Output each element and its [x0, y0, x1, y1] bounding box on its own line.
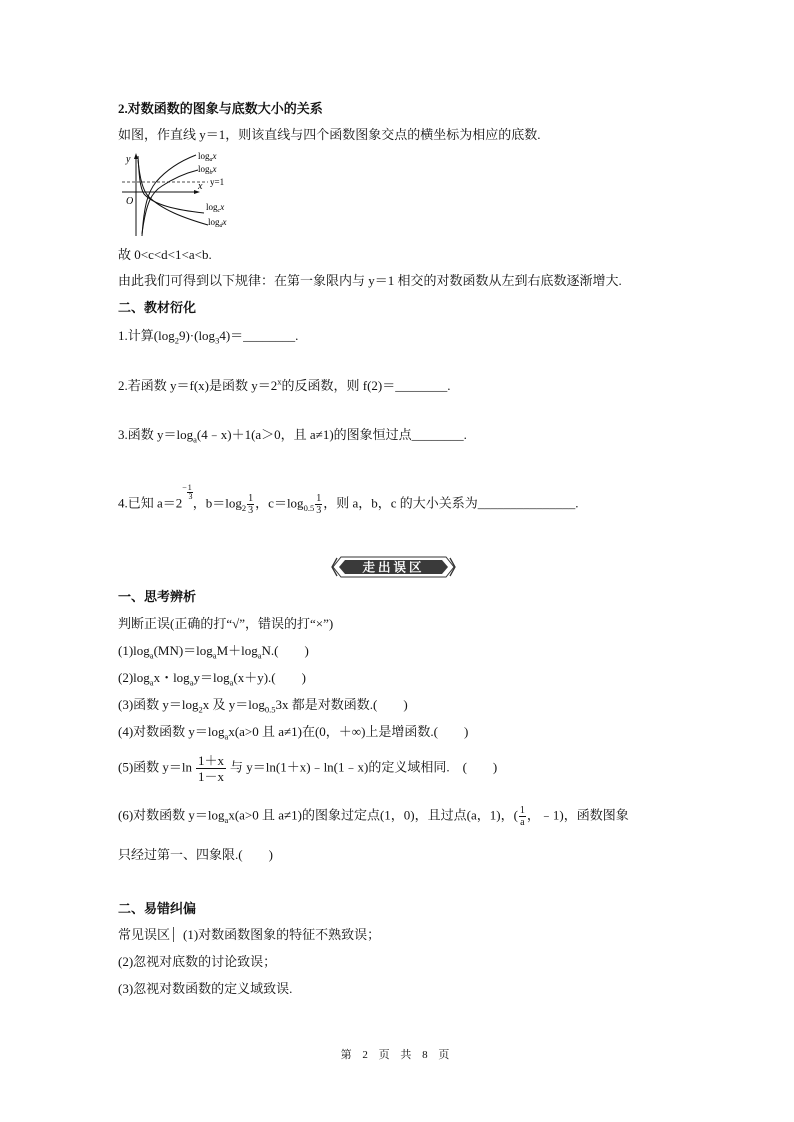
exercise-3: 3.函数 $y=\log_a(4﹣x)+1(a>0$，且 a≠1)的图象恒过点________. — [118, 427, 467, 445]
judgement-item-6-continued: 只经过第一、四象限.( ) — [118, 847, 273, 862]
exercise-2: 2.若函数 y＝f(x)是函数 $y=2^x$的反函数，则 f(2)＝________. — [118, 376, 451, 393]
errors-heading: 二、易错纠偏 — [118, 901, 197, 916]
judgement-item-4: (4)对数函数 $y=\log_ax(a>0$ 且 a≠1)在(0，＋∞)上是增函数.( ) — [118, 724, 469, 742]
base-rule: 由此我们可得到以下规律：在第一象限内与 y＝1 相交的对数函数从左到右底数逐渐增大. — [118, 273, 622, 288]
section-intro: 如图，作直线 y＝1，则该直线与四个函数图象交点的横坐标为相应的底数. — [118, 127, 541, 142]
curve-label-log-a: $\log_ax$ — [198, 151, 217, 163]
y-arrow — [134, 153, 138, 159]
section-heading: 2.对数函数的图象与底数大小的关系 — [118, 101, 323, 116]
thinking-heading: 一、思考辨析 — [118, 589, 197, 604]
x-axis-label: x — [198, 181, 203, 192]
curve-log-a — [142, 155, 196, 236]
textbook-heading: 二、教材衍化 — [118, 300, 197, 315]
ln-fraction: $\frac{1+x}{1-x}$ — [198, 753, 225, 784]
base-conclusion: 故 0<c<d<1<a<b. — [118, 247, 212, 262]
errors-item-3: (3)忽视对数函数的定义域致误. — [118, 981, 293, 996]
exercise-4: 4.已知 a＝2−1 3 ，$b=\log_2$ $\frac{1}{3}$ ，$c=\log_{0.5}$ $\frac{1}{3}$ ，则 a，b，c 的大小关系为_______________. — [118, 483, 579, 516]
exercise-1: 1.计算$(\log_29)\cdot(\log_34)=\_\_\_\_\_\_\_\_$. — [118, 328, 299, 346]
curve-label-log-b: $\log_bx$ — [198, 164, 217, 176]
judgement-item-3: (3)函数 $y=\log_2x$ 及 $y=\log_{0.5}3x$ 都是对数函数.( ) — [118, 697, 408, 715]
origin-label: O — [126, 196, 134, 207]
log-graph — [118, 150, 258, 240]
b-fraction: $\frac{1}{3}$ — [248, 493, 254, 516]
judgement-item-2: $(2)\log_ax$・$\log_ay=\log_a(x+y)$.( ) — [118, 670, 306, 688]
judgement-item-1: $(1)\log_a(MN)=\log_aM+\log_aN$.( ) — [118, 643, 309, 661]
curve-label-log-c: $\log_cx$ — [206, 202, 225, 214]
curve-label-log-d: $\log_dx$ — [208, 217, 227, 229]
common-mistakes-tag: 常见误区 — [118, 927, 174, 942]
judgement-item-6: (6)对数函数 $y=\log_ax(a>0$ 且 a≠1)的图象过定点(1，0)，且过点(a，1)，( $\frac{1}{a}$ ，﹣1)，函数图象 — [118, 805, 629, 828]
judgement-item-5: (5)函数 y＝ln $\frac{1+x}{1-x}$ 与 y＝ln(1＋x)﹣ln(1﹣x)的定义域相同. ( ) — [118, 753, 498, 784]
reciprocal-fraction: $\frac{1}{a}$ — [519, 805, 525, 828]
section-banner — [331, 555, 456, 579]
errors-item-1: 常见误区 (1)对数函数图象的特征不熟致误； — [118, 927, 381, 942]
curve-log-b — [142, 170, 198, 234]
y-axis-label: y — [126, 154, 131, 165]
page-footer: 第 2 页 共 8 页 — [340, 1049, 454, 1061]
c-fraction: $\frac{1}{3}$ — [316, 493, 322, 516]
judgement-instruction: 判断正误(正确的打“√”，错误的打“×”) — [118, 616, 334, 631]
y-equals-1-label: y=1 — [210, 177, 225, 187]
errors-item-2: (2)忽视对底数的讨论致误； — [118, 954, 277, 969]
banner-label: 走出误区 — [362, 559, 425, 575]
exponent-fraction: −1 3 — [182, 483, 193, 501]
